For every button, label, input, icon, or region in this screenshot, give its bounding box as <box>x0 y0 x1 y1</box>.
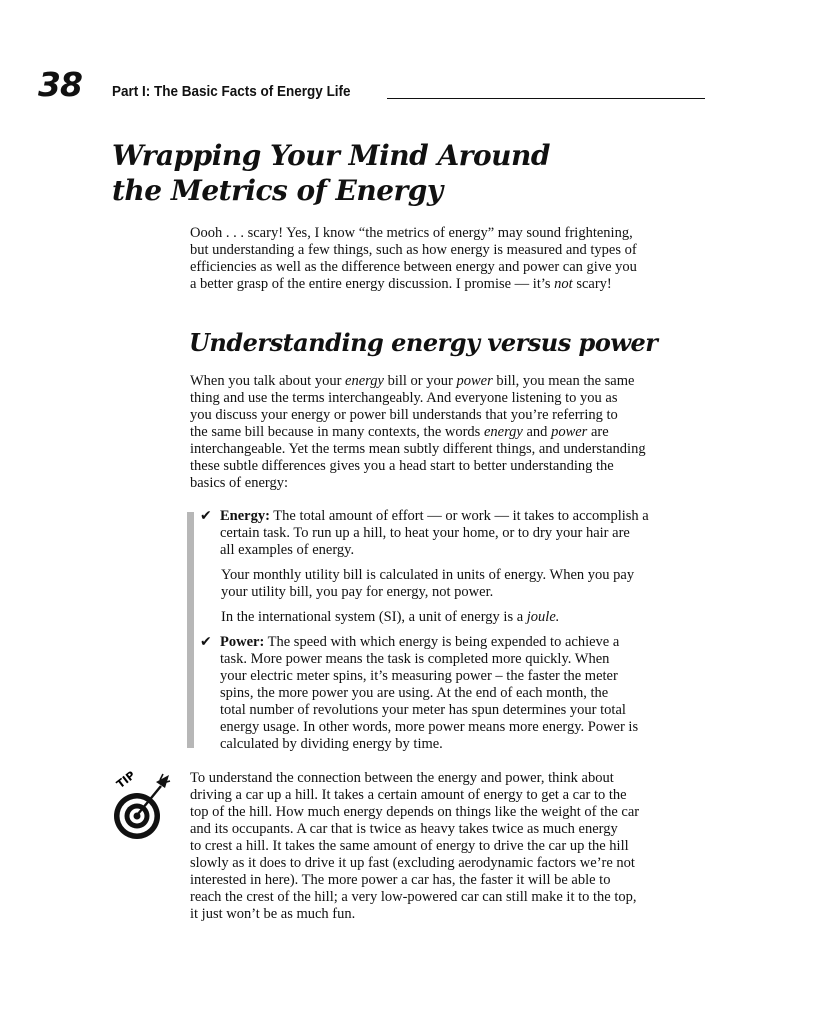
bullet-line: your electric meter spins, it’s measuring power – the faster the meter <box>220 668 618 684</box>
paragraph-line: thing and use the terms interchangeably. And everyone listening to you as <box>190 390 618 406</box>
paragraph-line: you discuss your energy or power bill understands that you’re referring to <box>190 407 618 423</box>
emphasis-joule: joule. <box>526 609 560 625</box>
energy-subparagraph-si <box>221 609 711 626</box>
page-number: 38 <box>38 65 82 104</box>
bullet-line: calculated by dividing energy by time. <box>220 736 443 752</box>
text-run: The speed with which energy is being expended to achieve a <box>264 634 620 650</box>
tip-line: to crest a hill. It takes the same amount of energy to drive the car up the hill <box>190 838 629 854</box>
energy-subparagraph-billing <box>221 567 711 601</box>
tip-paragraph <box>190 770 710 923</box>
checkmark-icon: ✔ <box>200 634 212 650</box>
intro-emphasis: not <box>554 276 573 292</box>
subparagraph-line: Your monthly utility bill is calculated in units of energy. When you pay <box>221 567 635 583</box>
tip-line: interested in here). The more power a car has, the faster it will be able to <box>190 872 611 888</box>
tip-line: reach the crest of the hill; a very low-powered car can still make it to the top, <box>190 889 637 905</box>
intro-line <box>190 276 710 293</box>
bullet-list-sidebar-bar <box>187 512 194 748</box>
bullet-line: certain task. To run up a hill, to heat your home, or to dry your hair are <box>220 525 630 541</box>
tip-line: slowly as it does to drive it up fast (excluding aerodynamic factors we’re not <box>190 855 635 871</box>
emphasis-energy: energy <box>345 373 384 389</box>
section-title-line-2: the Metrics of Energy <box>112 174 443 207</box>
intro-line-text: a better grasp of the entire energy discussion. I promise — it’s <box>190 276 555 292</box>
bullet-line: energy usage. In other words, more power means more energy. Power is <box>220 719 639 735</box>
tip-line: top of the hill. How much energy depends on things like the weight of the car <box>190 804 640 820</box>
tip-line: and its occupants. A car that is twice as heavy takes twice as much energy <box>190 821 618 837</box>
intro-paragraph <box>190 225 710 293</box>
tip-icon-label: TIP <box>114 769 138 791</box>
tip-target-icon <box>105 769 175 841</box>
bullet-line: task. More power means the task is completed more quickly. When <box>220 651 610 667</box>
bullet-term: Energy: <box>220 508 270 524</box>
bullet-energy <box>200 508 710 559</box>
bullet-line <box>220 634 710 651</box>
bullet-line: all examples of energy. <box>220 542 355 558</box>
tip-line: driving a car up a hill. It takes a certain amount of energy to get a car to the <box>190 787 627 803</box>
paragraph-line: these subtle differences gives you a head start to better understanding the <box>190 458 614 474</box>
subparagraph-line <box>221 609 711 626</box>
emphasis-power: power <box>456 373 493 389</box>
paragraph-line: interchangeable. Yet the terms mean subtly different things, and understanding <box>190 441 646 457</box>
paragraph-line <box>190 424 710 441</box>
intro-line: but understanding a few things, such as how energy is measured and types of <box>190 242 637 258</box>
emphasis-power: power <box>551 424 588 440</box>
tip-line: To understand the connection between the energy and power, think about <box>190 770 614 786</box>
intro-line-end: scary! <box>572 276 612 292</box>
text-run: bill or your <box>383 373 457 389</box>
running-head: Part I: The Basic Facts of Energy Life <box>112 83 351 100</box>
paragraph-line: basics of energy: <box>190 475 288 491</box>
intro-line: Oooh . . . scary! Yes, I know “the metrics of energy” may sound frightening, <box>190 225 633 241</box>
text-run: and <box>522 424 552 440</box>
text-run: bill, you mean the same <box>492 373 635 389</box>
text-run: are <box>587 424 609 440</box>
emphasis-energy: energy <box>483 424 523 440</box>
bullet-term: Power: <box>220 634 265 650</box>
section-title-line-1: Wrapping Your Mind Around <box>112 139 550 172</box>
bullet-line: total number of revolutions your meter has spun determines your total <box>220 702 626 718</box>
text-run: When you talk about your <box>190 373 346 389</box>
section-title <box>112 138 550 208</box>
text-run: the same bill because in many contexts, the words <box>190 424 484 440</box>
subsection-title: Understanding energy versus power <box>189 328 658 357</box>
paragraph-line <box>190 373 710 390</box>
bullet-line <box>220 508 710 525</box>
bullet-line: spins, the more power you are using. At the end of each month, the <box>220 685 609 701</box>
energy-vs-power-paragraph <box>190 373 710 492</box>
bullet-power <box>200 634 710 753</box>
text-run: The total amount of effort — or work — it takes to accomplish a <box>269 508 649 524</box>
subparagraph-line: your utility bill, you pay for energy, not power. <box>221 584 494 600</box>
checkmark-icon: ✔ <box>200 508 212 524</box>
text-run: In the international system (SI), a unit of energy is a <box>221 609 527 625</box>
header-rule <box>387 98 705 99</box>
intro-line: efficiencies as well as the difference between energy and power can give you <box>190 259 637 275</box>
tip-line: it just won’t be as much fun. <box>190 906 356 922</box>
